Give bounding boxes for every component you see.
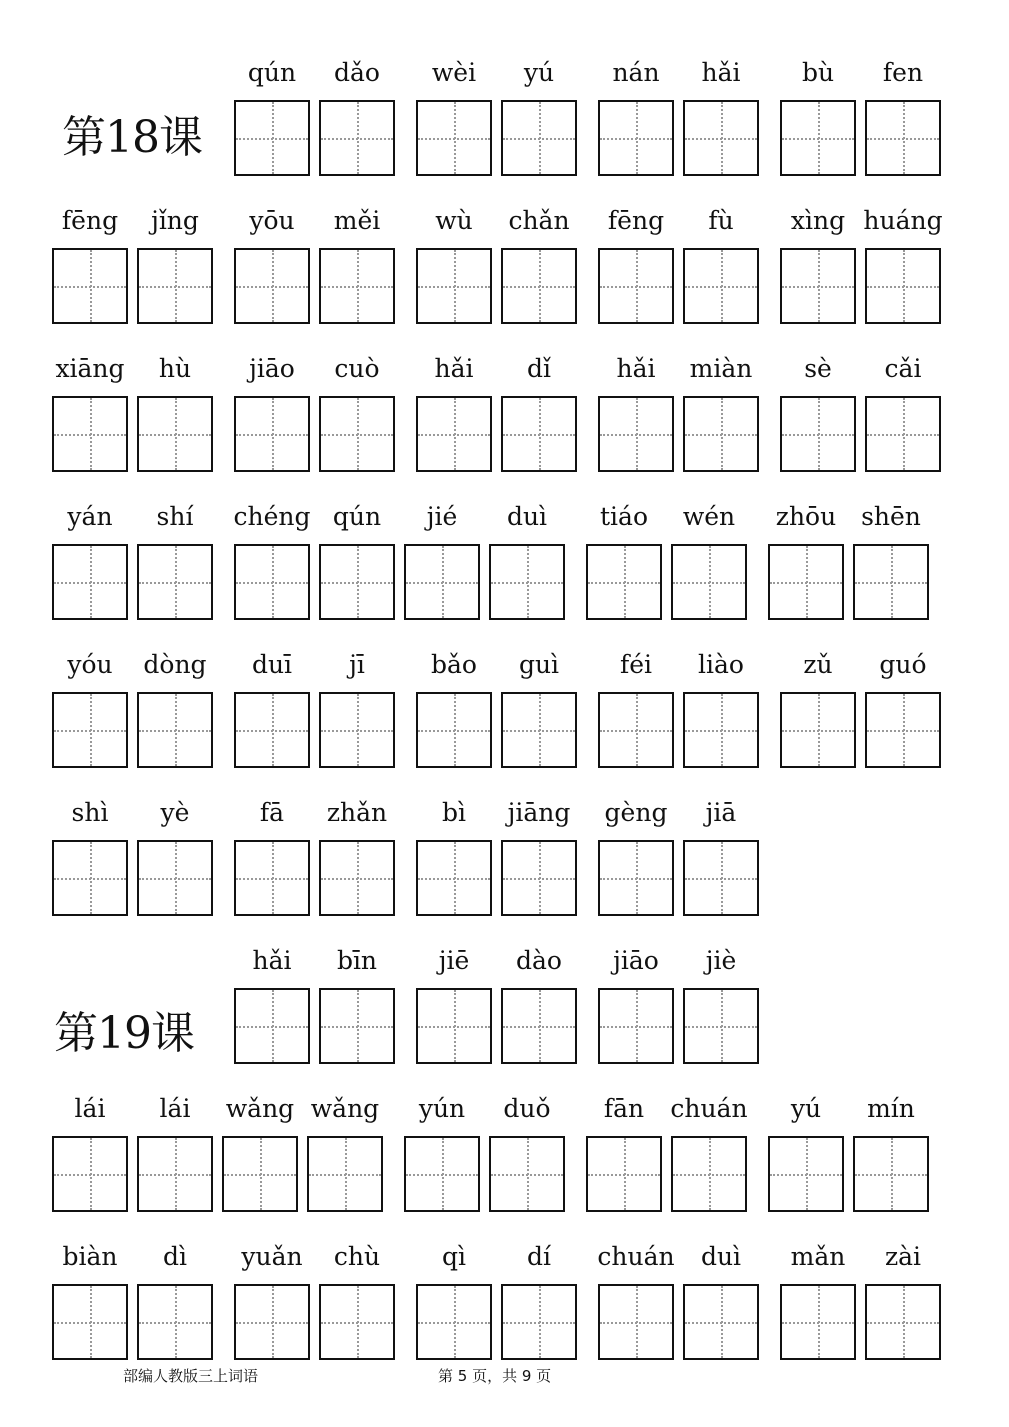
pinyin-label: hǎi	[701, 58, 741, 87]
writing-grid-box[interactable]	[501, 1284, 577, 1360]
pinyin-label: hǎi	[252, 946, 292, 975]
writing-grid-box[interactable]	[586, 1136, 662, 1212]
pinyin-label: mín	[867, 1094, 915, 1123]
pinyin-label: hǎi	[434, 354, 474, 383]
writing-grid-box[interactable]	[52, 1284, 128, 1360]
writing-grid-box[interactable]	[865, 100, 941, 176]
pinyin-label: wù	[435, 206, 473, 235]
writing-grid-box[interactable]	[137, 248, 213, 324]
pinyin-label: yú	[790, 1094, 822, 1123]
writing-grid-box[interactable]	[598, 840, 674, 916]
writing-grid-box[interactable]	[683, 1284, 759, 1360]
pinyin-label: nán	[612, 58, 660, 87]
writing-grid-box[interactable]	[780, 248, 856, 324]
writing-grid-box[interactable]	[234, 988, 310, 1064]
pinyin-label: fēng	[607, 206, 665, 235]
writing-grid-box[interactable]	[416, 1284, 492, 1360]
pinyin-label: měi	[333, 206, 381, 235]
writing-grid-box[interactable]	[307, 1136, 383, 1212]
footer-book-title: 部编人教版三上词语	[123, 1367, 259, 1385]
writing-grid-box[interactable]	[768, 1136, 844, 1212]
writing-grid-box[interactable]	[52, 396, 128, 472]
pinyin-label: jǐng	[151, 206, 199, 235]
writing-grid-box[interactable]	[222, 1136, 298, 1212]
pinyin-label: bīn	[336, 946, 378, 975]
footer-page-number: 第 5 页，共 9 页	[438, 1367, 552, 1385]
writing-grid-box[interactable]	[683, 988, 759, 1064]
writing-grid-box[interactable]	[865, 692, 941, 768]
writing-grid-box[interactable]	[683, 840, 759, 916]
pinyin-label: yōu	[249, 206, 295, 235]
writing-grid-box[interactable]	[780, 692, 856, 768]
pinyin-label: dào	[516, 946, 562, 975]
pinyin-label: fā	[259, 798, 285, 827]
writing-grid-box[interactable]	[598, 396, 674, 472]
pinyin-label: yuǎn	[241, 1242, 303, 1271]
lesson-title: 第19课	[54, 1008, 194, 1059]
writing-grid-box[interactable]	[234, 544, 310, 620]
writing-grid-box[interactable]	[598, 248, 674, 324]
writing-grid-box[interactable]	[319, 396, 395, 472]
pinyin-label: zhǎn	[326, 798, 388, 827]
pinyin-label: sè	[804, 354, 832, 383]
writing-grid-box[interactable]	[52, 1136, 128, 1212]
pinyin-label: tiáo	[600, 502, 648, 531]
pinyin-label: wǎng	[225, 1094, 295, 1123]
writing-grid-box[interactable]	[234, 100, 310, 176]
pinyin-label: duì	[700, 1242, 742, 1271]
writing-grid-box[interactable]	[52, 692, 128, 768]
pinyin-label: wén	[682, 502, 736, 531]
writing-grid-box[interactable]	[52, 544, 128, 620]
pinyin-label: lái	[159, 1094, 191, 1123]
pinyin-label: chǎn	[508, 206, 570, 235]
writing-grid-box[interactable]	[768, 544, 844, 620]
writing-grid-box[interactable]	[780, 100, 856, 176]
pinyin-label: fēng	[61, 206, 119, 235]
writing-grid-box[interactable]	[780, 1284, 856, 1360]
pinyin-label: jiāng	[507, 798, 571, 827]
pinyin-label: hǎi	[616, 354, 656, 383]
writing-grid-box[interactable]	[586, 544, 662, 620]
pinyin-label: xìng	[790, 206, 846, 235]
pinyin-label: huáng	[863, 206, 943, 235]
pinyin-label: bì	[442, 798, 466, 827]
writing-grid-box[interactable]	[416, 248, 492, 324]
pinyin-label: chuán	[670, 1094, 748, 1123]
pinyin-label: dì	[163, 1242, 187, 1271]
writing-grid-box[interactable]	[853, 544, 929, 620]
writing-grid-box[interactable]	[234, 840, 310, 916]
lesson-title: 第18课	[62, 112, 202, 163]
pinyin-label: qì	[442, 1242, 466, 1271]
writing-grid-box[interactable]	[489, 544, 565, 620]
pinyin-label: jiāo	[249, 354, 295, 383]
writing-grid-box[interactable]	[319, 988, 395, 1064]
pinyin-label: duī	[251, 650, 293, 679]
writing-grid-box[interactable]	[501, 840, 577, 916]
pinyin-label: fù	[708, 206, 734, 235]
writing-grid-box[interactable]	[137, 396, 213, 472]
writing-grid-box[interactable]	[52, 248, 128, 324]
writing-grid-box[interactable]	[404, 544, 480, 620]
pinyin-label: chéng	[233, 502, 311, 531]
pinyin-label: dǎo	[334, 58, 380, 87]
writing-grid-box[interactable]	[319, 100, 395, 176]
pinyin-label: yú	[523, 58, 555, 87]
pinyin-label: shì	[71, 798, 109, 827]
writing-grid-box[interactable]	[598, 692, 674, 768]
writing-grid-box[interactable]	[404, 1136, 480, 1212]
writing-grid-box[interactable]	[683, 692, 759, 768]
writing-grid-box[interactable]	[865, 248, 941, 324]
pinyin-label: zǔ	[803, 650, 833, 679]
pinyin-label: wǎng	[310, 1094, 380, 1123]
pinyin-label: dǐ	[527, 354, 551, 383]
pinyin-label: chù	[333, 1242, 381, 1271]
writing-grid-box[interactable]	[52, 840, 128, 916]
writing-grid-box[interactable]	[234, 248, 310, 324]
writing-grid-box[interactable]	[416, 840, 492, 916]
writing-grid-box[interactable]	[683, 396, 759, 472]
pinyin-label: shēn	[861, 502, 921, 531]
pinyin-label: yè	[160, 798, 190, 827]
pinyin-label: gèng	[604, 798, 668, 827]
pinyin-label: bù	[801, 58, 835, 87]
writing-grid-box[interactable]	[319, 1284, 395, 1360]
writing-grid-box[interactable]	[319, 248, 395, 324]
writing-grid-box[interactable]	[416, 396, 492, 472]
writing-grid-box[interactable]	[137, 1136, 213, 1212]
writing-grid-box[interactable]	[780, 396, 856, 472]
pinyin-label: jié	[426, 502, 458, 531]
writing-grid-box[interactable]	[416, 100, 492, 176]
pinyin-label: miàn	[689, 354, 753, 383]
pinyin-label: chuán	[597, 1242, 675, 1271]
writing-grid-box[interactable]	[234, 396, 310, 472]
writing-grid-box[interactable]	[501, 692, 577, 768]
pinyin-label: shí	[156, 502, 194, 531]
pinyin-label: jiāo	[613, 946, 659, 975]
pinyin-label: dòng	[143, 650, 207, 679]
writing-grid-box[interactable]	[501, 988, 577, 1064]
writing-grid-box[interactable]	[319, 840, 395, 916]
pinyin-label: yán	[67, 502, 113, 531]
pinyin-label: jiē	[438, 946, 470, 975]
pinyin-label: dí	[527, 1242, 551, 1271]
writing-grid-box[interactable]	[598, 988, 674, 1064]
writing-grid-box[interactable]	[671, 1136, 747, 1212]
writing-grid-box[interactable]	[234, 692, 310, 768]
pinyin-label: jiā	[705, 798, 737, 827]
pinyin-label: fen	[882, 58, 924, 87]
pinyin-label: wèi	[431, 58, 477, 87]
pinyin-label: jiè	[705, 946, 737, 975]
pinyin-label: lái	[74, 1094, 106, 1123]
writing-grid-box[interactable]	[501, 100, 577, 176]
writing-grid-box[interactable]	[865, 396, 941, 472]
pinyin-label: yún	[418, 1094, 466, 1123]
pinyin-label: jī	[349, 650, 365, 679]
pinyin-label: fān	[603, 1094, 645, 1123]
writing-grid-box[interactable]	[137, 544, 213, 620]
writing-grid-box[interactable]	[683, 100, 759, 176]
pinyin-label: bǎo	[431, 650, 477, 679]
pinyin-label: féi	[619, 650, 653, 679]
pinyin-label: cǎi	[884, 354, 922, 383]
writing-grid-box[interactable]	[683, 248, 759, 324]
pinyin-label: qún	[247, 58, 297, 87]
writing-grid-box[interactable]	[489, 1136, 565, 1212]
pinyin-label: yóu	[67, 650, 113, 679]
writing-grid-box[interactable]	[234, 1284, 310, 1360]
writing-grid-box[interactable]	[853, 1136, 929, 1212]
pinyin-label: hù	[158, 354, 192, 383]
writing-grid-box[interactable]	[865, 1284, 941, 1360]
writing-grid-box[interactable]	[137, 840, 213, 916]
pinyin-label: guó	[879, 650, 927, 679]
writing-grid-box[interactable]	[319, 692, 395, 768]
pinyin-label: xiāng	[55, 354, 125, 383]
pinyin-label: qún	[332, 502, 382, 531]
writing-grid-box[interactable]	[598, 100, 674, 176]
pinyin-label: cuò	[334, 354, 380, 383]
pinyin-label: guì	[518, 650, 560, 679]
pinyin-label: duì	[506, 502, 548, 531]
writing-grid-box[interactable]	[671, 544, 747, 620]
pinyin-label: mǎn	[790, 1242, 846, 1271]
writing-grid-box[interactable]	[137, 692, 213, 768]
writing-grid-box[interactable]	[416, 988, 492, 1064]
writing-grid-box[interactable]	[137, 1284, 213, 1360]
writing-grid-box[interactable]	[501, 248, 577, 324]
pinyin-label: zhōu	[775, 502, 837, 531]
writing-grid-box[interactable]	[598, 1284, 674, 1360]
pinyin-label: liào	[698, 650, 744, 679]
pinyin-label: zài	[884, 1242, 922, 1271]
writing-grid-box[interactable]	[319, 544, 395, 620]
pinyin-label: duǒ	[503, 1094, 551, 1123]
pinyin-label: biàn	[62, 1242, 118, 1271]
writing-grid-box[interactable]	[501, 396, 577, 472]
writing-grid-box[interactable]	[416, 692, 492, 768]
